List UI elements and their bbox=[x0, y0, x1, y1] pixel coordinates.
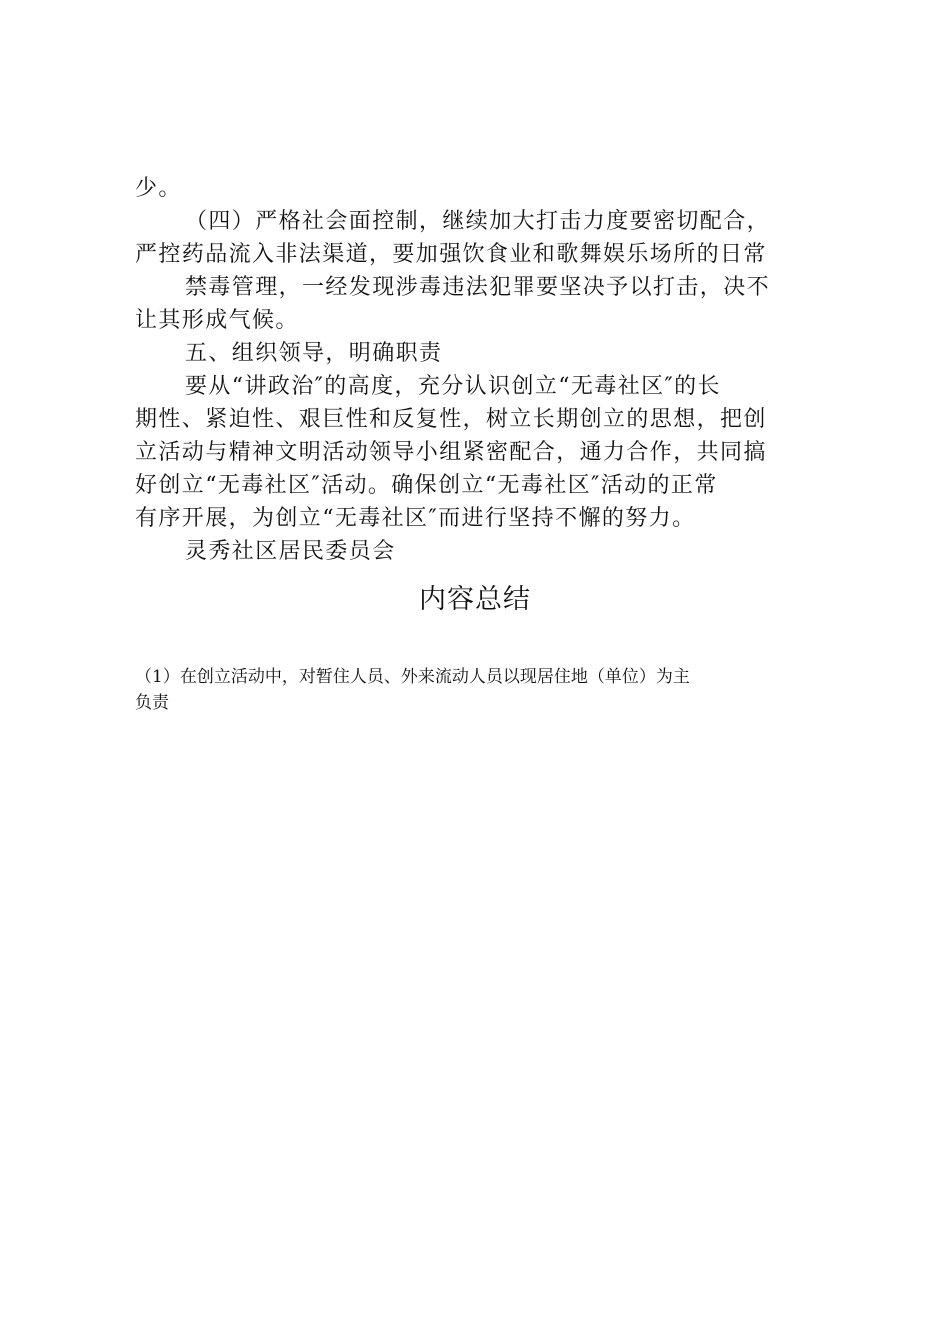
body-line: 少。 bbox=[135, 176, 182, 201]
body-line: 让其形成气候。 bbox=[135, 308, 299, 333]
body-line: 严控药品流入非法渠道，要加强饮食业和歌舞娱乐场所的日常 bbox=[135, 242, 767, 267]
summary-line: （1）在创立活动中，对暂住人员、外来流动人员以现居住地（单位）为主 bbox=[135, 667, 690, 687]
signature-line: 灵秀社区居民委员会 bbox=[185, 539, 396, 564]
document-body bbox=[135, 172, 825, 568]
body-line: （四）严格社会面控制，继续加大打击力度要密切配合， bbox=[185, 209, 771, 234]
body-line: 立活动与精神文明活动领导小组紧密配合，通力合作，共同搞 bbox=[135, 440, 767, 465]
body-line: 好创立“无毒社区″活动。确保创立“无毒社区″活动的正常 bbox=[135, 473, 718, 498]
summary-line: 负责 bbox=[135, 693, 169, 713]
body-line: 有序开展，为创立“无毒社区″而进行坚持不懈的努力。 bbox=[135, 506, 696, 531]
summary-title: 内容总结 bbox=[419, 584, 531, 615]
summary-body bbox=[135, 664, 825, 716]
body-line: 要从“讲政治″的高度，充分认识创立“无毒社区″的长 bbox=[185, 374, 721, 399]
body-line: 期性、紧迫性、艰巨性和反复性，树立长期创立的思想，把创 bbox=[135, 407, 767, 432]
section-heading: 五、组织领导，明确职责 bbox=[185, 341, 443, 366]
body-line: 禁毒管理，一经发现涉毒违法犯罪要坚决予以打击，决不 bbox=[185, 275, 771, 300]
